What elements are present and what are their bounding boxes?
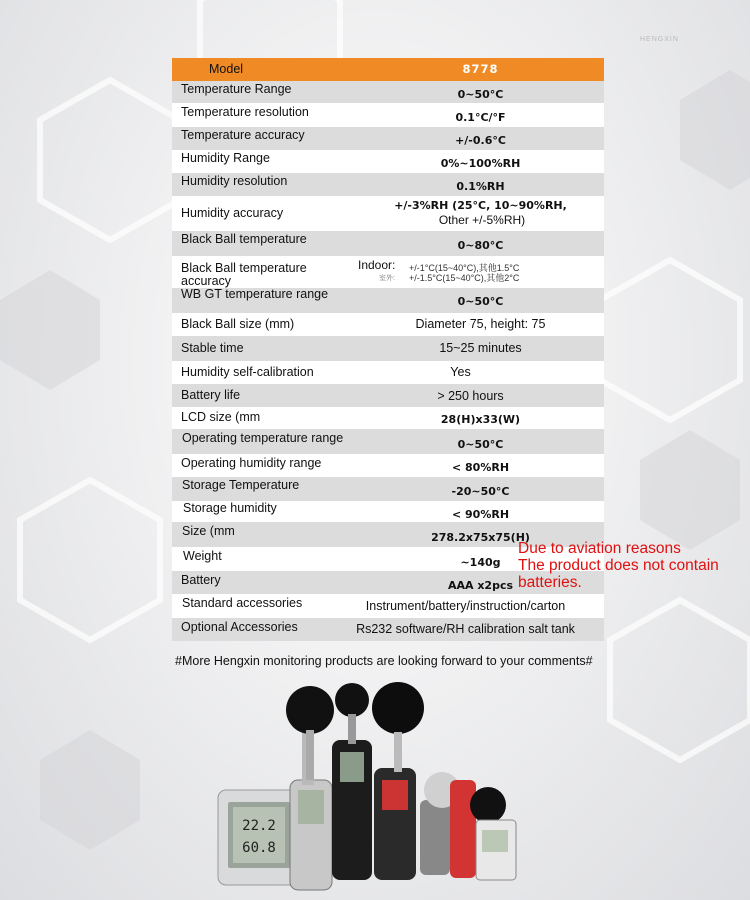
row-value: ~140g (460, 556, 501, 569)
row-label: Battery life (181, 388, 241, 402)
row-label: Operating temperature range (182, 431, 344, 445)
model-number: 8778 (462, 62, 499, 76)
indoor-label: Indoor: (358, 258, 396, 272)
row-label: Temperature resolution (181, 105, 309, 119)
row-label: Temperature accuracy (181, 128, 305, 142)
table-row (172, 501, 604, 522)
row-value: +/-0.6°C (455, 134, 506, 147)
table-row (172, 618, 604, 641)
row-value: < 90%RH (451, 508, 510, 521)
table-header-row (172, 58, 604, 81)
row-value: 278.2x75x75(H) (431, 531, 530, 544)
row-label: Black Ball size (mm) (181, 317, 295, 331)
row-label: Humidity resolution (181, 174, 288, 188)
row-label: Operating humidity range (181, 456, 322, 470)
row-label: LCD size (mm (181, 410, 261, 424)
row-value-line1: +/-3%RH (25°C, 10~90%RH, (394, 199, 567, 212)
row-label: Battery (181, 573, 221, 587)
small-meters (420, 772, 516, 880)
note-line3: batteries. (518, 574, 582, 591)
row-value: AAA x2pcs (447, 579, 514, 592)
row-label: Optional Accessories (181, 620, 298, 634)
outdoor-value: +/-1.5°C(15~40°C),其他2°C (409, 273, 520, 283)
table-row (172, 361, 604, 384)
row-label: Storage humidity (183, 501, 277, 515)
product-lineup-image (210, 680, 540, 895)
row-value: 0~80°C (457, 239, 504, 252)
row-label: Stable time (181, 341, 244, 355)
row-value: 0~50°C (457, 88, 504, 101)
indoor-value: +/-1°C(15~40°C),其他1.5°C (409, 263, 520, 273)
table-row (172, 150, 604, 173)
row-label: Humidity accuracy (181, 206, 284, 220)
row-value: 0%~100%RH (440, 157, 521, 170)
row-label-line2: accuracy (181, 274, 232, 288)
table-row (172, 196, 604, 231)
table-row (172, 477, 604, 501)
row-value-line2: Other +/-5%RH) (438, 213, 526, 227)
svg-text:60.8: 60.8 (242, 840, 276, 856)
table-row (172, 256, 604, 288)
row-label: WB GT temperature range (181, 287, 329, 301)
row-value: > 250 hours (437, 389, 504, 403)
battery-aviation-note (518, 540, 719, 591)
table-row (172, 127, 604, 150)
footer-text: #More Hengxin monitoring products are looking forward to your comments# (175, 654, 593, 668)
note-line1: Due to aviation reasons (518, 540, 681, 557)
row-value: 0.1%RH (456, 180, 505, 193)
row-label: Size (mm (182, 524, 235, 538)
row-label-line1: Black Ball temperature (181, 261, 307, 275)
row-value: Diameter 75, height: 75 (415, 317, 546, 331)
row-label: Weight (183, 549, 222, 563)
header-label: Model (209, 62, 244, 76)
table-row (172, 336, 604, 361)
row-label: Humidity Range (181, 151, 270, 165)
row-label: Humidity self-calibration (181, 365, 314, 379)
note-line2: The product does not contain (518, 557, 719, 574)
table-row (172, 288, 604, 313)
table-row (172, 407, 604, 429)
row-value: 0~50°C (457, 295, 504, 308)
row-label: Black Ball temperature (181, 232, 307, 246)
row-value: Rs232 software/RH calibration salt tank (356, 622, 575, 636)
row-label: Temperature Range (181, 82, 292, 96)
svg-text:22.2: 22.2 (242, 818, 276, 834)
row-value: Yes (450, 365, 471, 379)
table-row (172, 594, 604, 618)
table-row (172, 81, 604, 103)
row-value: < 80%RH (451, 461, 510, 474)
row-value: 15~25 minutes (439, 341, 522, 355)
table-row (172, 313, 604, 336)
table-row (172, 103, 604, 127)
table-row (172, 384, 604, 407)
desktop-meter (218, 790, 300, 885)
row-label: Storage Temperature (182, 478, 300, 492)
table-row (172, 429, 604, 454)
corner-watermark: HENGXIN (640, 36, 679, 43)
table-row (172, 173, 604, 196)
row-value: 28(H)x33(W) (440, 413, 521, 426)
row-value: Instrument/battery/instruction/carton (365, 599, 566, 613)
row-label: Standard accessories (182, 596, 303, 610)
outdoor-label: 室外: (379, 275, 395, 282)
table-row (172, 231, 604, 256)
table-row (172, 454, 604, 477)
row-value: 0.1°C/°F (455, 111, 506, 124)
row-value: 0~50°C (457, 438, 504, 451)
row-value: -20~50°C (451, 485, 510, 498)
